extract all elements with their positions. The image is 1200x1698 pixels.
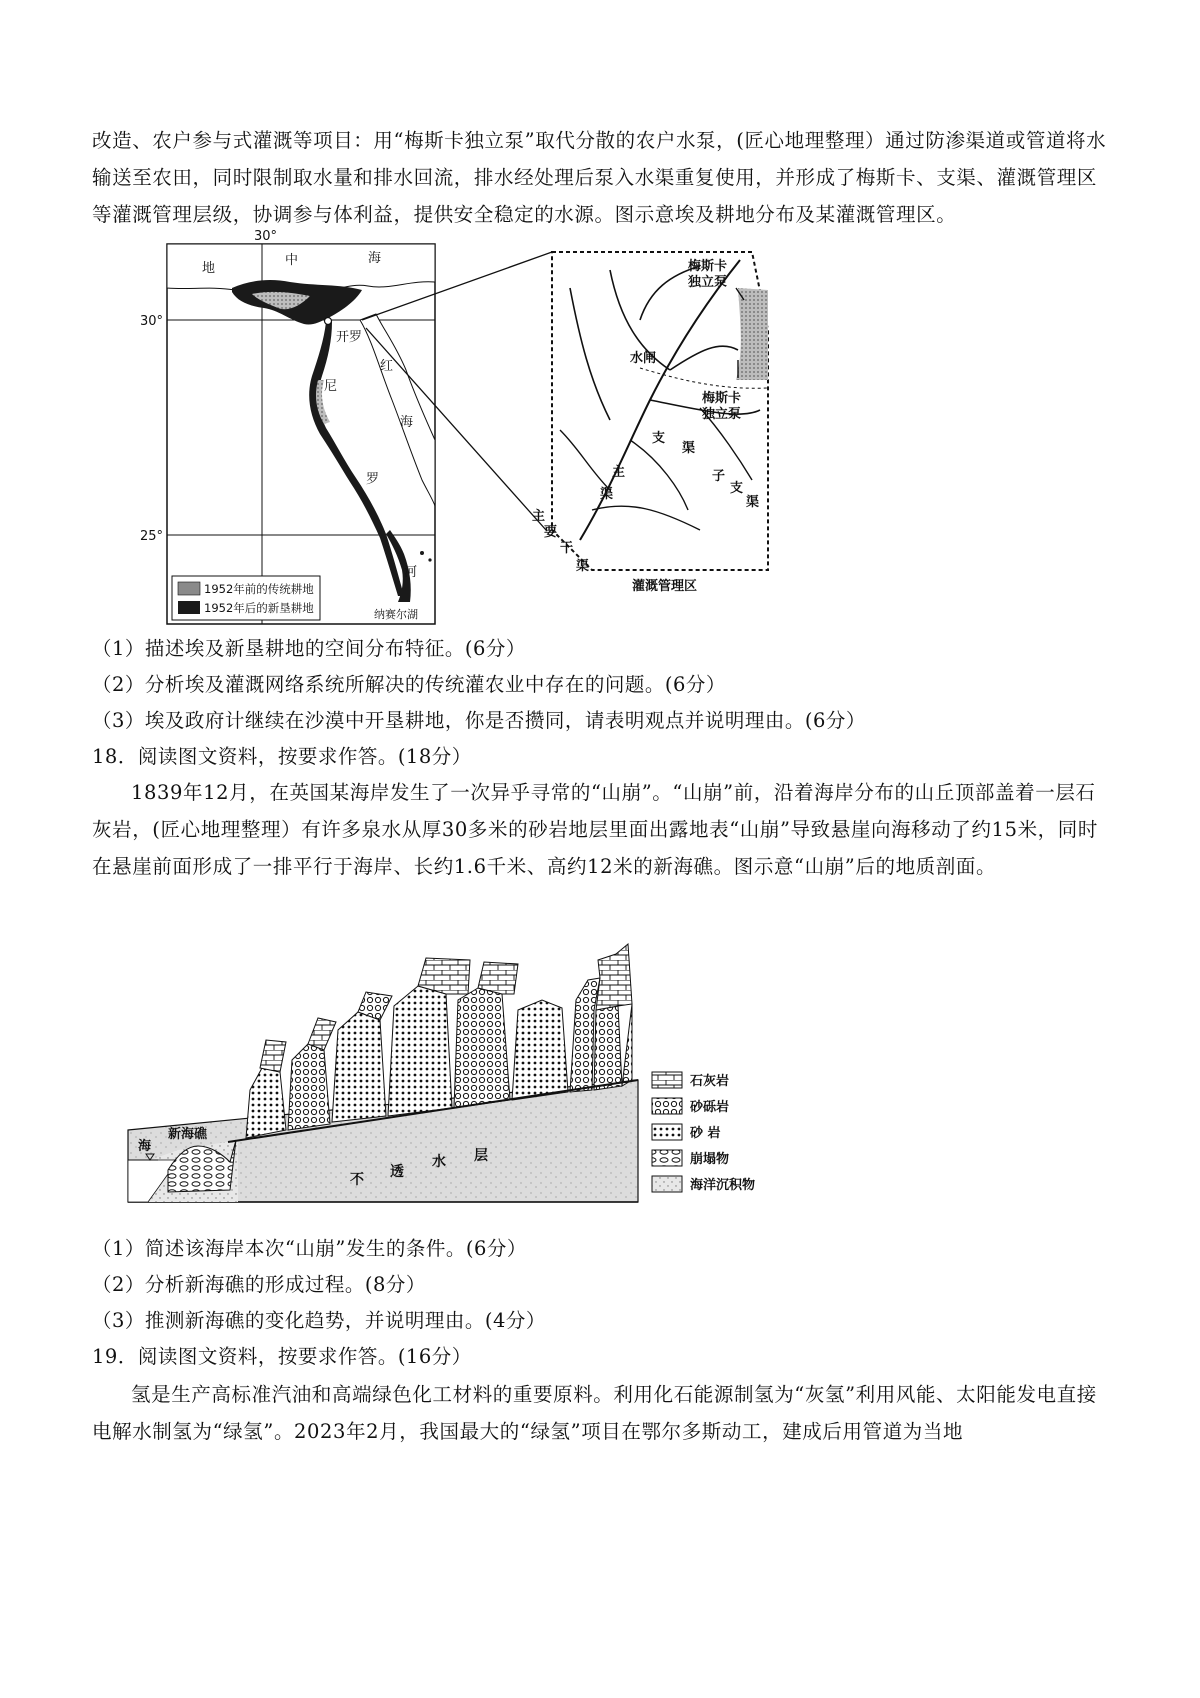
map-red-sea-char: 红 bbox=[380, 359, 394, 374]
section-aquiclude-char: 透 bbox=[390, 1164, 404, 1180]
irrigation-sub-branch: 渠 bbox=[746, 495, 760, 510]
q18-title: 18．阅读图文资料，按要求作答。(18分） bbox=[92, 745, 472, 768]
q19-title: 19．阅读图文资料，按要求作答。(16分） bbox=[92, 1345, 472, 1368]
q18-item-2: （2）分析新海礁的形成过程。(8分） bbox=[92, 1273, 426, 1296]
map-nile-char: 尼 bbox=[324, 379, 338, 394]
section-sea-label: 海 bbox=[138, 1139, 152, 1154]
section-aquiclude-char: 不 bbox=[350, 1172, 364, 1188]
map-lat-30-label: 30° bbox=[140, 314, 164, 329]
q17-item-2: （2）分析埃及灌溉网络系统所解决的传统灌农业中存在的问题。(6分） bbox=[92, 673, 726, 696]
irrigation-area-label: 灌溉管理区 bbox=[632, 579, 698, 594]
egypt-map bbox=[140, 230, 435, 624]
irrigation-pump-top: 独立泵 bbox=[688, 275, 728, 290]
map-red-sea-char: 海 bbox=[400, 415, 414, 430]
q17-item-3: （3）埃及政府计继续在沙漠中开垦耕地，你是否攒同，请表明观点并说明理由。(6分） bbox=[92, 709, 866, 732]
irrigation-sub-branch: 子 bbox=[712, 469, 726, 484]
section-aquiclude-char: 水 bbox=[432, 1154, 446, 1170]
irrigation-trunk-canal: 干 bbox=[560, 541, 574, 556]
intro-paragraph: 改造、农户参与式灌溉等项目：用“梅斯卡独立泵”取代分散的农户水泵，(匠心地理整理）通过防渗渠道或管道将水输送至农田，同时限制取水量和排水回流，排水经处理后泵入水渠重复使用，并形成了梅斯卡、支渠、灌溉管理区等灌溉管理层级，协调参与体利益，提供安全稳定的水源。图示意埃及耕地分布及某灌溉管理区。 bbox=[92, 129, 1107, 226]
irrigation-pump-bottom: 独立泵 bbox=[702, 407, 742, 422]
legend-debris: 崩塌物 bbox=[690, 1152, 730, 1167]
irrigation-trunk-canal: 主 bbox=[532, 509, 546, 524]
egypt-figure bbox=[140, 230, 860, 630]
section-new-reef-label: 新海礁 bbox=[168, 1127, 208, 1142]
map-nile-char: 河 bbox=[404, 565, 418, 580]
map-legend bbox=[172, 576, 320, 620]
q18-paragraph: 1839年12月，在英国某海岸发生了一次异乎寻常的“山崩”。“山崩”前，沿着海岸分布的山丘顶部盖着一层石灰岩，(匠心地理整理）有许多泉水从厚30多米的砂岩地层里面出露地表“山崩”导致悬崖向海移动了约15米，同时在悬崖前面形成了一排平行于海岸、长约1.6千米、高约12米的新海礁。图示意“山崩”后的地质剖面。 bbox=[92, 781, 1098, 878]
irrigation-sub-branch: 支 bbox=[730, 481, 744, 496]
map-lat-25-label: 25° bbox=[140, 529, 164, 544]
map-sea-char: 地 bbox=[202, 261, 216, 276]
irrigation-branch-canal: 渠 bbox=[682, 441, 696, 456]
irrigation-main-canal: 主 bbox=[612, 465, 626, 480]
geological-section bbox=[118, 940, 798, 1215]
legend-new-farmland: 1952年后的新垦耕地 bbox=[204, 601, 314, 615]
map-cairo-label: 开罗 bbox=[336, 330, 363, 345]
section-aquiclude-char: 层 bbox=[474, 1148, 488, 1164]
map-lake-label: 纳赛尔湖 bbox=[374, 608, 418, 621]
map-sea-char: 中 bbox=[285, 253, 299, 268]
legend-limestone: 石灰岩 bbox=[690, 1074, 730, 1089]
legend-sandstone: 砂 岩 bbox=[690, 1126, 721, 1141]
irrigation-sluice: 水闸 bbox=[630, 351, 657, 366]
q19-paragraph: 氢是生产高标准汽油和高端绿色化工材料的重要原料。利用化石能源制氢为“灰氢”利用风能、太阳能发电直接电解水制氢为“绿氢”。2023年2月，我国最大的“绿氢”项目在鄂尔多斯动工，建成后用管道为当地 bbox=[92, 1383, 1097, 1443]
q18-item-1: （1）简述该海岸本次“山崩”发生的条件。(6分） bbox=[92, 1237, 527, 1260]
legend-traditional-farmland: 1952年前的传统耕地 bbox=[204, 582, 314, 596]
map-longitude-label: 30° bbox=[254, 230, 278, 244]
legend-conglomerate: 砂砾岩 bbox=[690, 1100, 730, 1115]
q18-item-3: （3）推测新海礁的变化趋势，并说明理由。(4分） bbox=[92, 1309, 546, 1332]
section-legend bbox=[652, 1072, 755, 1193]
irrigation-trunk-canal: 要 bbox=[544, 525, 558, 540]
q17-item-1: （1）描述埃及新垦耕地的空间分布特征。(6分） bbox=[92, 637, 526, 660]
irrigation-main-canal: 渠 bbox=[600, 487, 614, 502]
irrigation-area-diagram bbox=[532, 252, 768, 594]
irrigation-pump-top: 梅斯卡 bbox=[688, 259, 728, 274]
map-nile-char: 罗 bbox=[366, 472, 380, 487]
irrigation-branch-canal: 支 bbox=[652, 431, 666, 446]
legend-marine-sediment: 海洋沉积物 bbox=[690, 1178, 756, 1193]
map-sea-char: 海 bbox=[368, 251, 382, 266]
irrigation-pump-bottom: 梅斯卡 bbox=[702, 391, 742, 406]
irrigation-trunk-canal: 渠 bbox=[576, 559, 590, 574]
